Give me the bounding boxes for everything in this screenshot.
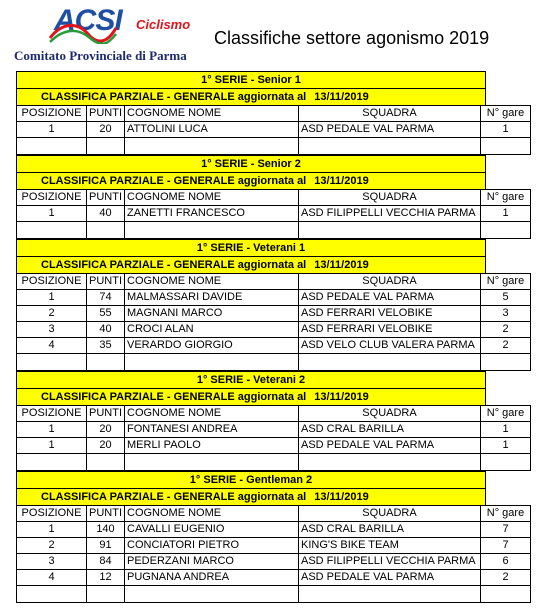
column-header: SQUADRA	[299, 406, 481, 422]
position-cell: 4	[17, 338, 87, 354]
page-header	[0, 0, 546, 68]
table-row	[17, 438, 531, 454]
table-row	[17, 290, 531, 306]
team-cell: ASD PEDALE VAL PARMA	[299, 570, 481, 586]
standings-table	[16, 505, 531, 603]
points-cell: 12	[87, 570, 125, 586]
empty-cell	[87, 138, 125, 155]
classification-subtitle	[16, 488, 486, 505]
rider-name-cell: CROCI ALAN	[125, 322, 299, 338]
table-row	[17, 570, 531, 586]
standings-table	[16, 273, 531, 371]
standings-table	[16, 405, 531, 471]
races-count-cell: 2	[481, 570, 531, 586]
empty-cell	[125, 354, 299, 371]
classification-subtitle	[16, 256, 486, 273]
standings-table	[16, 105, 531, 155]
empty-cell	[17, 354, 87, 371]
position-cell: 1	[17, 290, 87, 306]
category-title: 1° SERIE - Veterani 2	[16, 371, 486, 388]
document-title: Classifiche settore agonismo 2019	[214, 28, 490, 48]
table-row	[17, 554, 531, 570]
column-header: COGNOME NOME	[125, 190, 299, 206]
subtitle-text: CLASSIFICA PARZIALE - GENERALE aggiornata al	[41, 259, 307, 271]
table-row	[17, 306, 531, 322]
column-header: COGNOME NOME	[125, 274, 299, 290]
rider-name-cell: FONTANESI ANDREA	[125, 422, 299, 438]
category-title: 1° SERIE - Gentleman 2	[16, 471, 486, 488]
points-cell: 20	[87, 422, 125, 438]
rider-name-cell: MALMASSARI DAVIDE	[125, 290, 299, 306]
team-cell: ASD CRAL BARILLA	[299, 522, 481, 538]
empty-row	[17, 354, 531, 371]
column-header: N° gare	[481, 106, 531, 122]
team-cell: ASD CRAL BARILLA	[299, 422, 481, 438]
standings-section	[16, 71, 530, 155]
team-cell: KING'S BIKE TEAM	[299, 538, 481, 554]
table-row	[17, 538, 531, 554]
position-cell: 2	[17, 306, 87, 322]
category-title: 1° SERIE - Veterani 1	[16, 239, 486, 256]
races-count-cell: 2	[481, 338, 531, 354]
update-date: 13/11/2019	[314, 259, 369, 271]
column-header: POSIZIONE	[17, 190, 87, 206]
column-header: N° gare	[481, 406, 531, 422]
standings-tables	[16, 71, 530, 603]
points-cell: 140	[87, 522, 125, 538]
races-count-cell: 6	[481, 554, 531, 570]
races-count-cell: 1	[481, 438, 531, 454]
empty-cell	[299, 454, 481, 471]
table-row	[17, 122, 531, 138]
races-count-cell: 7	[481, 538, 531, 554]
rider-name-cell: VERARDO GIORGIO	[125, 338, 299, 354]
team-cell: ASD VELO CLUB VALERA PARMA	[299, 338, 481, 354]
empty-cell	[17, 222, 87, 239]
races-count-cell: 1	[481, 122, 531, 138]
column-header: PUNTI	[87, 406, 125, 422]
points-cell: 20	[87, 438, 125, 454]
table-row	[17, 206, 531, 222]
standings-table	[16, 189, 531, 239]
empty-cell	[87, 454, 125, 471]
points-cell: 40	[87, 322, 125, 338]
empty-cell	[87, 354, 125, 371]
empty-cell	[87, 586, 125, 603]
column-header: POSIZIONE	[17, 406, 87, 422]
logo-org-text: Comitato Provinciale di Parma	[14, 48, 187, 63]
column-header: POSIZIONE	[17, 274, 87, 290]
table-header-row	[17, 406, 531, 422]
category-title: 1° SERIE - Senior 1	[16, 71, 486, 88]
update-date: 13/11/2019	[314, 91, 369, 103]
empty-cell	[125, 454, 299, 471]
table-header-row	[17, 190, 531, 206]
standings-section	[16, 155, 530, 239]
position-cell: 3	[17, 554, 87, 570]
position-cell: 1	[17, 422, 87, 438]
table-row	[17, 338, 531, 354]
points-cell: 55	[87, 306, 125, 322]
table-row	[17, 322, 531, 338]
logo-swoosh-icon	[48, 18, 118, 44]
category-title: 1° SERIE - Senior 2	[16, 155, 486, 172]
rider-name-cell: CAVALLI EUGENIO	[125, 522, 299, 538]
empty-row	[17, 454, 531, 471]
points-cell: 84	[87, 554, 125, 570]
column-header: PUNTI	[87, 106, 125, 122]
standings-section	[16, 471, 530, 603]
points-cell: 74	[87, 290, 125, 306]
rider-name-cell: PEDERZANI MARCO	[125, 554, 299, 570]
races-count-cell: 2	[481, 322, 531, 338]
points-cell: 20	[87, 122, 125, 138]
races-count-cell: 1	[481, 206, 531, 222]
column-header: PUNTI	[87, 506, 125, 522]
column-header: SQUADRA	[299, 106, 481, 122]
empty-row	[17, 138, 531, 155]
empty-cell	[17, 586, 87, 603]
classification-subtitle	[16, 388, 486, 405]
team-cell: ASD FILIPPELLI VECCHIA PARMA	[299, 206, 481, 222]
empty-cell	[299, 586, 481, 603]
standings-section	[16, 239, 530, 371]
empty-cell	[481, 354, 531, 371]
empty-cell	[481, 222, 531, 239]
column-header: COGNOME NOME	[125, 506, 299, 522]
team-cell: ASD PEDALE VAL PARMA	[299, 122, 481, 138]
column-header: SQUADRA	[299, 506, 481, 522]
empty-cell	[125, 586, 299, 603]
classification-subtitle	[16, 172, 486, 189]
table-header-row	[17, 106, 531, 122]
column-header: SQUADRA	[299, 274, 481, 290]
empty-cell	[299, 222, 481, 239]
subtitle-text: CLASSIFICA PARZIALE - GENERALE aggiornata al	[41, 491, 307, 503]
races-count-cell: 7	[481, 522, 531, 538]
empty-cell	[299, 354, 481, 371]
column-header: N° gare	[481, 274, 531, 290]
empty-cell	[17, 138, 87, 155]
table-header-row	[17, 274, 531, 290]
column-header: PUNTI	[87, 274, 125, 290]
empty-cell	[17, 454, 87, 471]
points-cell: 40	[87, 206, 125, 222]
column-header: N° gare	[481, 190, 531, 206]
standings-section	[16, 371, 530, 471]
subtitle-text: CLASSIFICA PARZIALE - GENERALE aggiornata al	[41, 91, 307, 103]
subtitle-text: CLASSIFICA PARZIALE - GENERALE aggiornata al	[41, 391, 307, 403]
logo-ciclismo-text: Ciclismo	[136, 17, 191, 32]
position-cell: 1	[17, 206, 87, 222]
column-header: COGNOME NOME	[125, 106, 299, 122]
acsi-logo	[14, 4, 204, 66]
column-header: POSIZIONE	[17, 506, 87, 522]
rider-name-cell: MERLI PAOLO	[125, 438, 299, 454]
team-cell: ASD FERRARI VELOBIKE	[299, 306, 481, 322]
rider-name-cell: MAGNANI MARCO	[125, 306, 299, 322]
update-date: 13/11/2019	[314, 391, 369, 403]
points-cell: 91	[87, 538, 125, 554]
rider-name-cell: ZANETTI FRANCESCO	[125, 206, 299, 222]
position-cell: 1	[17, 122, 87, 138]
logo-acsi-text: ACSI	[54, 4, 122, 37]
races-count-cell: 1	[481, 422, 531, 438]
subtitle-text: CLASSIFICA PARZIALE - GENERALE aggiornata al	[41, 175, 307, 187]
team-cell: ASD PEDALE VAL PARMA	[299, 438, 481, 454]
empty-cell	[299, 138, 481, 155]
team-cell: ASD FERRARI VELOBIKE	[299, 322, 481, 338]
column-header: PUNTI	[87, 190, 125, 206]
points-cell: 35	[87, 338, 125, 354]
empty-cell	[87, 222, 125, 239]
rider-name-cell: CONCIATORI PIETRO	[125, 538, 299, 554]
team-cell: ASD FILIPPELLI VECCHIA PARMA	[299, 554, 481, 570]
column-header: COGNOME NOME	[125, 406, 299, 422]
empty-cell	[125, 138, 299, 155]
update-date: 13/11/2019	[314, 491, 369, 503]
position-cell: 3	[17, 322, 87, 338]
position-cell: 1	[17, 438, 87, 454]
rider-name-cell: PUGNANA ANDREA	[125, 570, 299, 586]
empty-cell	[481, 586, 531, 603]
empty-row	[17, 586, 531, 603]
team-cell: ASD PEDALE VAL PARMA	[299, 290, 481, 306]
update-date: 13/11/2019	[314, 175, 369, 187]
table-header-row	[17, 506, 531, 522]
empty-cell	[125, 222, 299, 239]
column-header: N° gare	[481, 506, 531, 522]
column-header: SQUADRA	[299, 190, 481, 206]
empty-cell	[481, 454, 531, 471]
races-count-cell: 5	[481, 290, 531, 306]
table-row	[17, 422, 531, 438]
position-cell: 1	[17, 522, 87, 538]
empty-row	[17, 222, 531, 239]
races-count-cell: 3	[481, 306, 531, 322]
empty-cell	[481, 138, 531, 155]
column-header: POSIZIONE	[17, 106, 87, 122]
table-row	[17, 522, 531, 538]
position-cell: 4	[17, 570, 87, 586]
classification-subtitle	[16, 88, 486, 105]
position-cell: 2	[17, 538, 87, 554]
rider-name-cell: ATTOLINI LUCA	[125, 122, 299, 138]
